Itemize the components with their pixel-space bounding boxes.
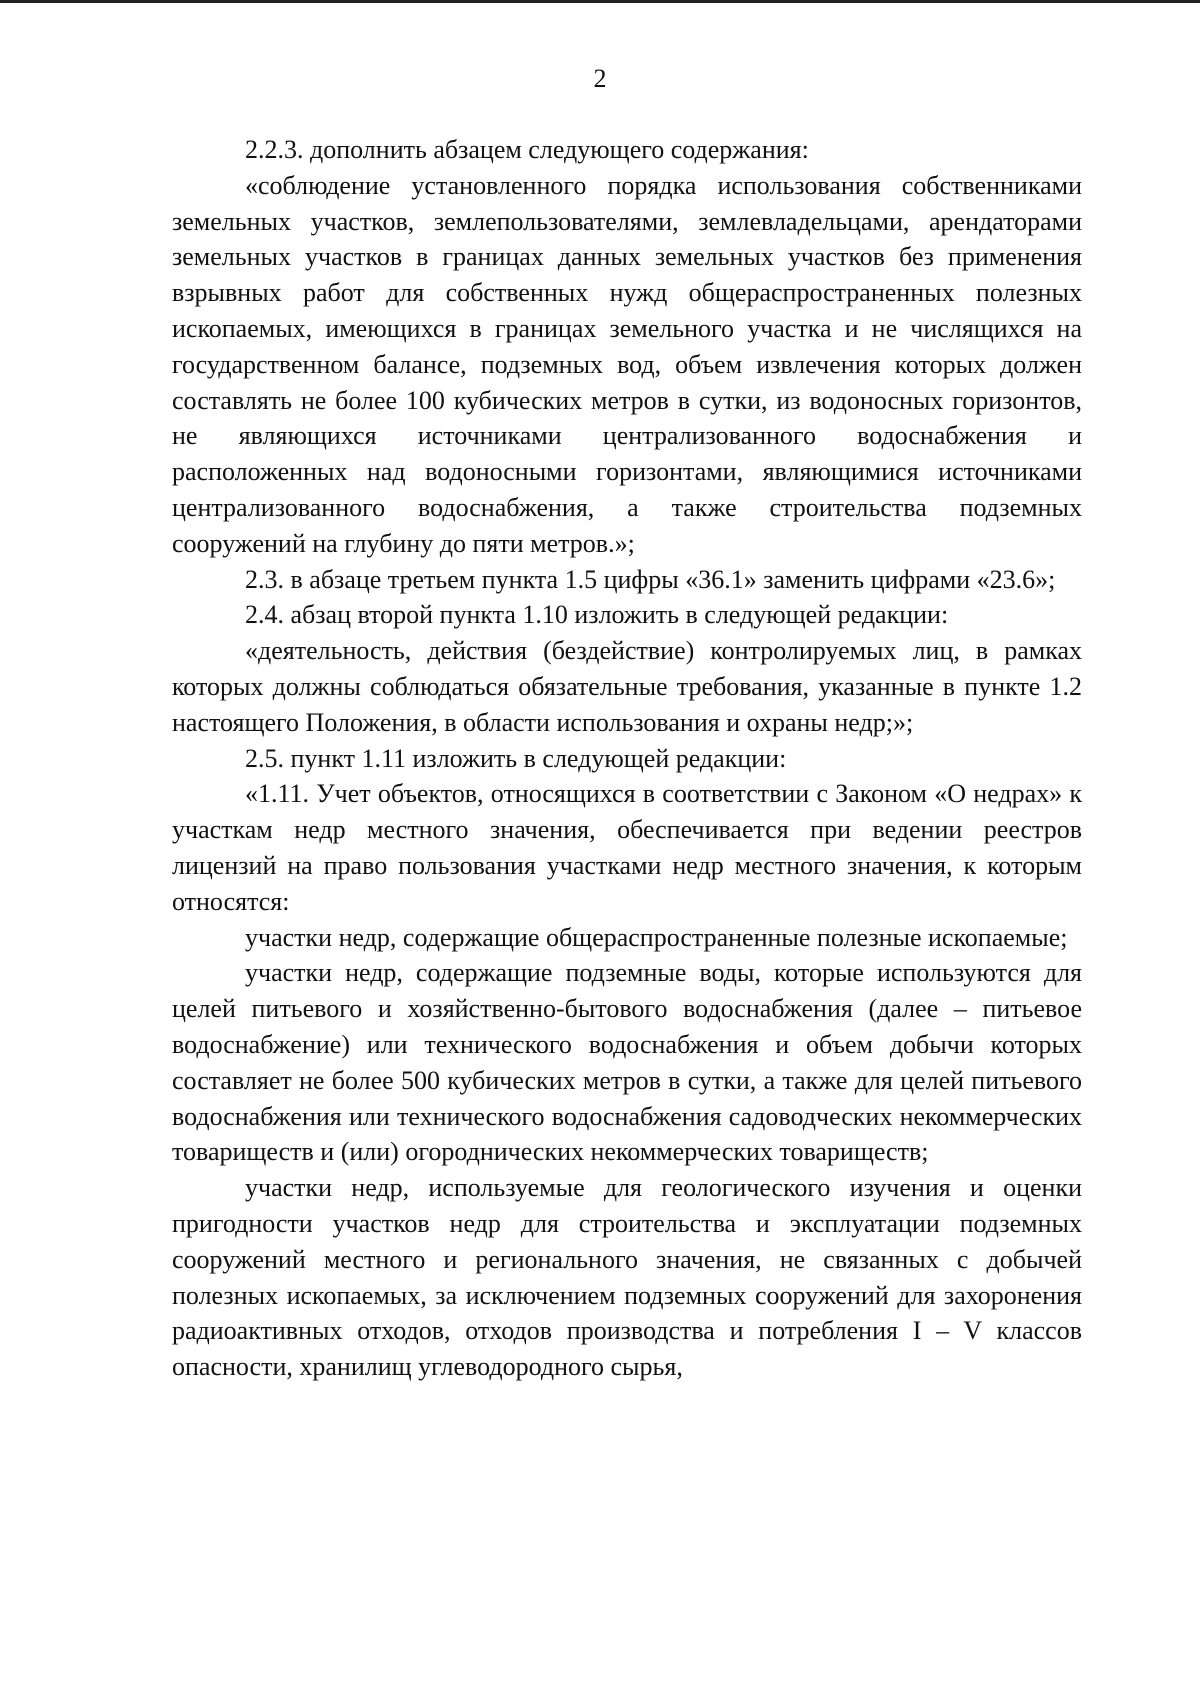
paragraph-2-5: 2.5. пункт 1.11 изложить в следующей редакции: [245, 743, 787, 773]
paragraph-1-11: «1.11. Учет объектов, относящихся в соответствии с Законом «О недрах» к участкам недр местного значения, обеспечивается при ведении реестров лицензий на право пользования участками недр местного значения, к которым относятся: [172, 779, 1082, 916]
paragraph-subsoil-common-minerals: участки недр, содержащие общераспространенные полезные ископаемые; [245, 922, 1068, 952]
page-top-border [0, 0, 1200, 3]
paragraph-subsoil-underground-structures: участки недр, используемые для геологического изучения и оценки пригодности участков недр для строительства и эксплуатации подземных сооружений местного и регионального значения, не связанных с добычей полезных ископаемых, за исключением подземных сооружений для захоронения радиоактивных отходов, отходов производства и потребления I – V классов опасности, хранилищ углеводородного сырья, [172, 1173, 1082, 1382]
paragraph-2-4: 2.4. абзац второй пункта 1.10 изложить в следующей редакции: [245, 600, 949, 630]
paragraph-2-2-3: 2.2.3. дополнить абзацем следующего содержания: [245, 135, 809, 164]
page-number: 2 [593, 64, 607, 93]
document-body [172, 132, 1082, 1385]
paragraph-quote-compliance: «соблюдение установленного порядка использования собственниками земельных участков, землепользователями, землевладельцами, арендаторами земельных участков в границах данных земельных участков без применения взрывных работ для собственных нужд общераспространенных полезных ископаемых, имеющихся в границах земельного участка и не числящихся на государственном балансе, подземных вод, объем извлечения которых должен составлять не более 100 кубических метров в сутки, из водоносных горизонтов, не являющихся источниками централизованного водоснабжения и расположенных над водоносными горизонтами, являющимися источниками централизованного водоснабжения, а также строительства подземных сооружений на глубину до пяти метров.»; [172, 170, 1082, 558]
paragraph-quote-activity: «деятельность, действия (бездействие) контролируемых лиц, в рамках которых должны соблюдаться обязательные требования, указанные в пункте 1.2 настоящего Положения, в области использования и охраны недр;»; [172, 636, 1082, 737]
paragraph-2-3: 2.3. в абзаце третьем пункта 1.5 цифры «36.1» заменить цифрами «23.6»; [245, 564, 1056, 594]
paragraph-subsoil-groundwater: участки недр, содержащие подземные воды, которые используются для целей питьевого и хозяйственно-бытового водоснабжения (далее – питьевое водоснабжение) или технического водоснабжения и объем добычи которых составляет не более 500 кубических метров в сутки, а также для целей питьевого водоснабжения или технического водоснабжения садоводческих некоммерческих товариществ и (или) огороднических некоммерческих товариществ; [172, 958, 1082, 1167]
